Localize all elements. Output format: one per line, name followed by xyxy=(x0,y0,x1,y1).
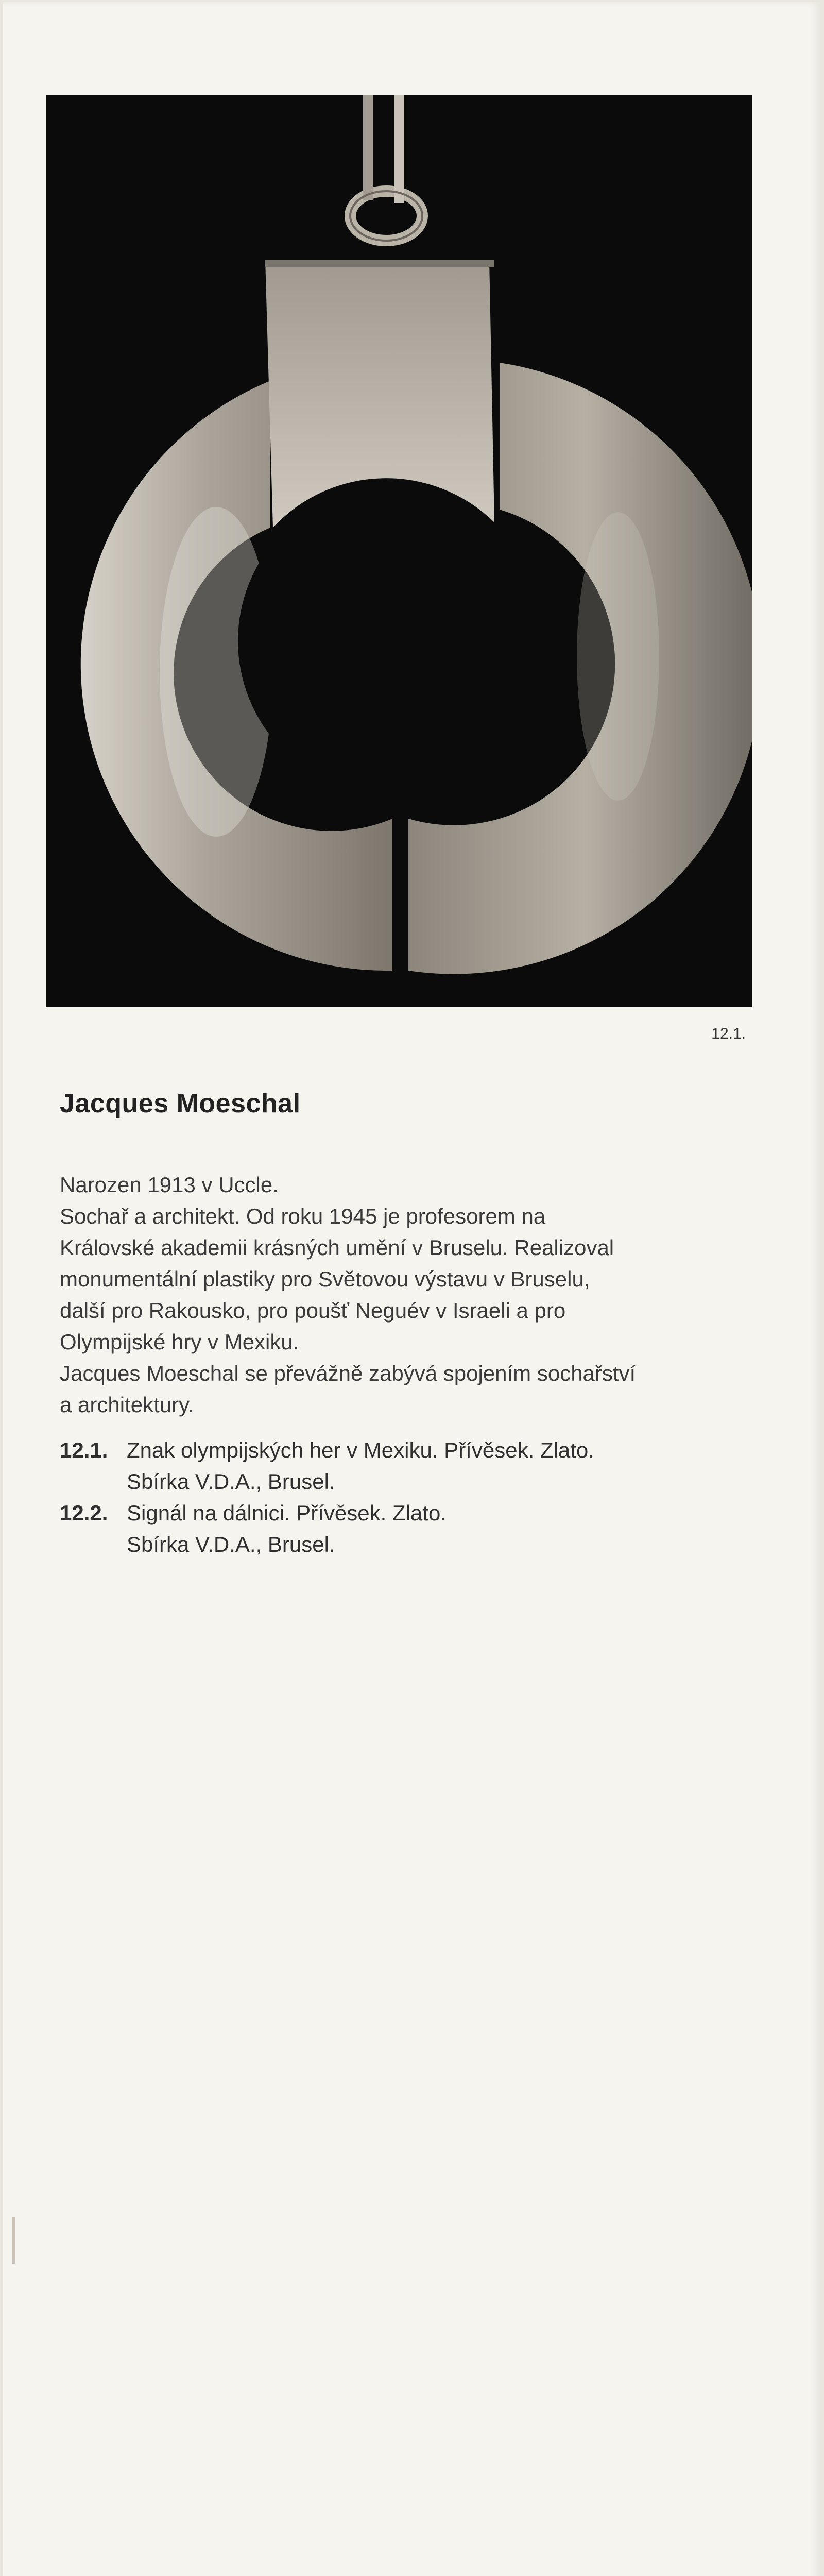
biography xyxy=(60,1169,776,1420)
ring-center-hole xyxy=(238,486,547,795)
bio-line: Královské akademii krásných umění v Bruselu. Realizoval xyxy=(60,1235,614,1260)
author-name: Jacques Moeschal xyxy=(60,1089,301,1118)
caption-title: Signál na dálnici. Přívěsek. Zlato. xyxy=(127,1501,447,1525)
caption-title: Znak olympijských her v Mexiku. Přívěsek. Zlato. xyxy=(127,1438,594,1462)
figure-label: 12.1. xyxy=(711,1025,746,1042)
caption-entry xyxy=(60,1434,776,1497)
caption-entry xyxy=(60,1497,776,1560)
caption-collection: Sbírka V.D.A., Brusel. xyxy=(127,1469,335,1494)
bio-line: Sochař a architekt. Od roku 1945 je profesorem na xyxy=(60,1204,546,1228)
pendant-photo xyxy=(46,95,752,1007)
caption-number: 12.1. xyxy=(60,1438,108,1462)
caption-collection: Sbírka V.D.A., Brusel. xyxy=(127,1532,335,1556)
bio-line: další pro Rakousko, pro poušť Neguév v Israeli a pro xyxy=(60,1298,566,1323)
figure-captions xyxy=(60,1434,776,1560)
bio-line: Jacques Moeschal se převážně zabývá spojením sochařství xyxy=(60,1361,636,1385)
gold-pendant-image xyxy=(46,95,752,1007)
bio-line: a architektury. xyxy=(60,1393,194,1417)
bio-line: Olympijské hry v Mexiku. xyxy=(60,1330,299,1354)
bio-line: Narozen 1913 v Uccle. xyxy=(60,1173,279,1197)
catalog-page xyxy=(3,2,820,2576)
paper-blemish xyxy=(12,2217,15,2264)
caption-number: 12.2. xyxy=(60,1501,108,1525)
bio-line: monumentální plastiky pro Světovou výstavu v Bruselu, xyxy=(60,1267,590,1291)
